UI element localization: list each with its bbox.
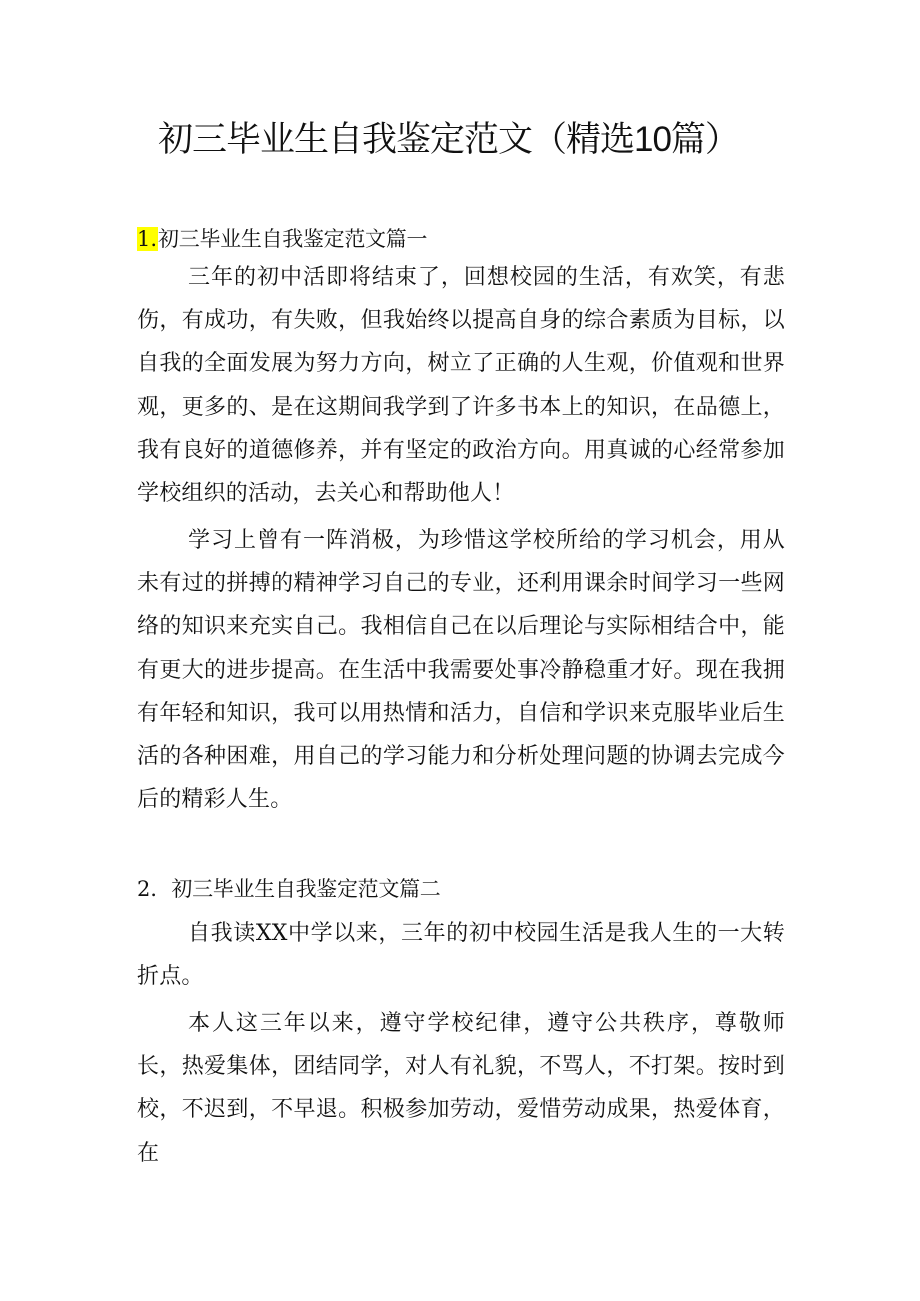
section-number-highlighted: 1. <box>137 227 158 251</box>
paragraph: 自我读XX中学以来，三年的初中校园生活是我人生的一大转折点。 <box>137 921 785 990</box>
section-heading-text: 初三毕业生自我鉴定范文篇一 <box>158 227 428 251</box>
section-heading-2 <box>137 874 440 904</box>
paragraph: 学习上曾有一阵消极，为珍惜这学校所给的学习机会，用从未有过的拼搏的精神学习自己的专业，还利用课余时间学习一些网络的知识来充实自己。我相信自己在以后理论与实际相结合中，能有更大的进步提高。在生活中我需要处事冷静稳重才好。现在我拥有年轻和知识，我可以用热情和活力，自信和学识来克服毕业后生活的各种困难，用自己的学习能力和分析处理问题的协调去完成今后的精彩人生。 <box>137 528 785 813</box>
section-number: 2． <box>137 877 172 901</box>
section-heading-text: 初三毕业生自我鉴定范文篇二 <box>171 877 441 901</box>
document-title: 初三毕业生自我鉴定范文（精选10篇） <box>158 120 739 159</box>
paragraph: 本人这三年以来，遵守学校纪律，遵守公共秩序，尊敬师长，热爱集体，团结同学，对人有礼貌，不骂人，不打架。按时到校，不迟到，不早退。积极参加劳动，爱惜劳动成果，热爱体育，在 <box>137 1011 785 1166</box>
paragraph: 三年的初中活即将结束了，回想校园的生活，有欢笑，有悲伤，有成功，有失败，但我始终以提高自身的综合素质为目标，以自我的全面发展为努力方向，树立了正确的人生观，价值观和世界观，更多的、是在这期间我学到了许多书本上的知识，在品德上，我有良好的道德修养，并有坚定的政治方向。用真诚的心经常参加学校组织的活动，去关心和帮助他人！ <box>137 265 785 507</box>
section-heading-1 <box>137 224 427 254</box>
